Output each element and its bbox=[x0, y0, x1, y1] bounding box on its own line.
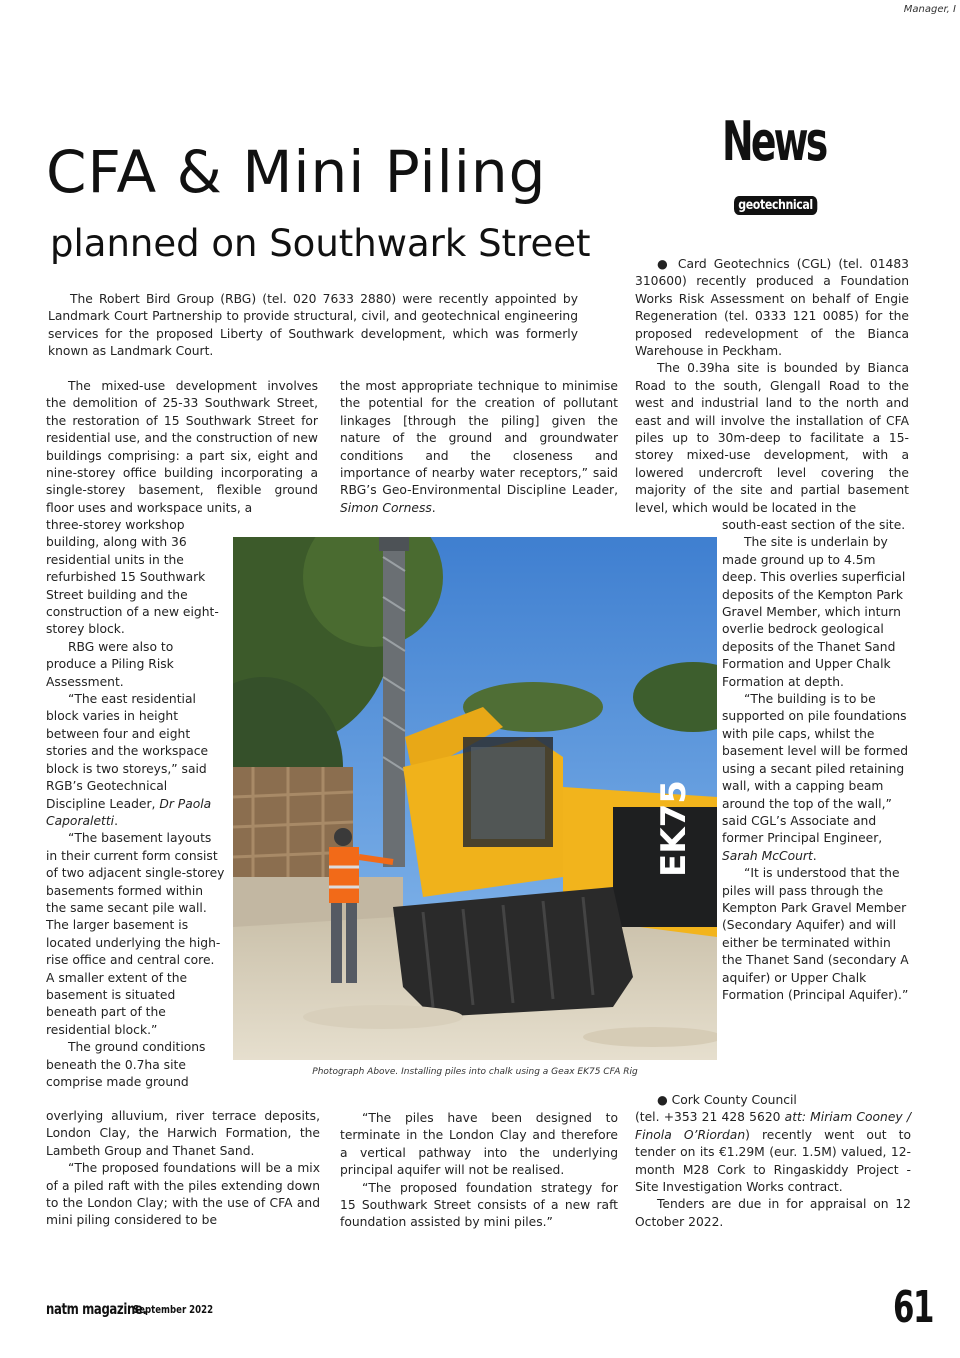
col1-bottom-para-1: overlying alluvium, river terrace deposits, London Clay, the Harwich Formation, the Lambeth Group and Thanet Sand. bbox=[46, 1109, 320, 1158]
cork-tenders: Tenders are due in for appraisal on 12 October 2022. bbox=[635, 1197, 911, 1229]
col3-wrap-para-2: The site is underlain by made ground up to 4.5m deep. This overlies superficial deposits of the Kempton Park Gravel Member, which inturn overlie bedrock geological deposits of the Thanet Sand Formation and Upper Chalk Formation at depth. bbox=[722, 535, 906, 689]
cork-lead: ● Cork County Council bbox=[657, 1093, 797, 1107]
page-number: 61 bbox=[893, 1282, 934, 1333]
piling-rig-photo bbox=[233, 537, 717, 1060]
section-label: News bbox=[722, 110, 826, 173]
col3-wrap-para-1: south-east section of the site. bbox=[722, 518, 906, 532]
article-subheadline: planned on Southwark Street bbox=[50, 222, 591, 265]
col1-bottom-block bbox=[46, 1108, 320, 1230]
photo-illustration bbox=[233, 537, 717, 1060]
cork-para bbox=[635, 1109, 911, 1196]
col2-bottom-block bbox=[340, 1110, 618, 1232]
corner-header-label: Manager, I bbox=[903, 4, 956, 15]
col1-para-1: The mixed-use development involves the demolition of 25-33 Southwark Street, the restoration of 15 Southwark Street for residential use, and the construction of new buildings comprising: a part six, eight and nine-storey office building incorporating a single-storey basement, flexible ground floor uses and workspace units, a bbox=[46, 379, 318, 515]
photo-caption: Photograph Above. Installing piles into chalk using a Geax EK75 CFA Rig bbox=[312, 1067, 638, 1077]
col2-bottom-para-2: “The proposed foundation strategy for 15 Southwark Street consists of a new raft foundation assisted by mini piles.” bbox=[340, 1180, 618, 1230]
col3-cork-block bbox=[635, 1092, 911, 1231]
cork-tel: (tel. +353 21 428 5620 bbox=[635, 1110, 785, 1125]
col3-wrap-para-4: “It is understood that the piles will pass through the Kempton Park Gravel Member (Secondary Aquifer) and will either be terminated within the Thanet Sand (secondary A aquifer) or Upper Chalk Formation (Principal Aquifer).” bbox=[722, 866, 909, 1002]
col2-bottom-para-1: “The piles have been designed to terminate in the London Clay and therefore a vertical pathway into the underlying principal aquifer will not be realised. bbox=[340, 1111, 618, 1178]
intro-paragraph bbox=[48, 291, 578, 361]
cork-contacts: att: Miriam Cooney / Finola O’Riordan bbox=[635, 1110, 911, 1142]
footer-magazine-name: natm magazine. bbox=[46, 1300, 147, 1318]
col1-wrap-para-1: three-storey workshop building, along with 36 residential units in the refurbished 15 Southwark Street building and the construction of a new eight-storey block. bbox=[46, 518, 219, 637]
col1-wrap-para-4: “The basement layouts in their current form consist of two adjacent single-storey basements formed within the same secant pile wall. The larger basement is located underlying the high-rise office and central core. A smaller extent of the basement is situated beneath part of the residential block.” bbox=[46, 831, 225, 1037]
col3-quote-text: “The building is to be supported on pile foundations with pile caps, whilst the basement level will be formed using a secant piled retaining wall, with a capping beam around the top of the wall,” said CGL’s Associate and former Principal Engineer, bbox=[722, 692, 909, 846]
col3-quote-name: Sarah McCourt bbox=[722, 848, 813, 863]
col3-wrap-para-3: “The building is to be supported on pile foundations with pile caps, whilst the basement level will be formed using a secant piled retaining wall, with a capping beam around the top of the wall,” said CGL’s Associate and former Principal Engineer, Sarah McCourt. bbox=[722, 692, 909, 863]
col1-wrap-para-5: The ground conditions beneath the 0.7ha site comprise made ground bbox=[46, 1040, 206, 1089]
col3-wrap-block bbox=[722, 517, 912, 1004]
col1-wrap-para-2: RBG were also to produce a Piling Risk Assessment. bbox=[46, 639, 174, 689]
article-headline: CFA & Mini Piling bbox=[46, 138, 547, 206]
col2-quote-name: Simon Corness bbox=[340, 500, 432, 515]
rig-model-label: EK75 bbox=[654, 780, 694, 877]
col1-quote-name: Dr Paola Caporaletti bbox=[46, 796, 212, 828]
intro-text: The Robert Bird Group (RBG) (tel. 020 7633 2880) were recently appointed by Landmark Court Partnership to provide structural, civil, and geotechnical engineering services for the proposed Liberty of Southwark development, which was formerly known as Landmark Court. bbox=[48, 292, 578, 359]
col2-para-1: the most appropriate technique to minimise the potential for the creation of pollutant linkages [through the piling] given the nature of the ground and groundwater conditions and the closeness and importance of nearby water receptors,” said RBG’s Geo-Environmental Discipline Leader, Simon Corness. bbox=[340, 379, 618, 515]
col1-top-block bbox=[46, 378, 318, 517]
col2-top-block bbox=[340, 378, 618, 517]
col1-wrap-block bbox=[46, 517, 226, 1091]
footer-date: September 2022 bbox=[133, 1303, 214, 1316]
col1-bottom-para-2: “The proposed foundations will be a mix of a piled raft with the piles extending down to the London Clay; with the use of CFA and mini piling considered to be bbox=[46, 1161, 320, 1228]
col3-para-1: ● Card Geotechnics (CGL) (tel. 01483 310600) recently produced a Foundation Works Risk Assessment on behalf of Engie Regeneration (tel. 0333 121 0085) for the proposed redevelopment of the Bianca Warehouse in Peckham. bbox=[635, 257, 909, 359]
section-tag-badge: geotechnical bbox=[734, 196, 817, 215]
col2-quote-text: the most appropriate technique to minimise the potential for the creation of pollutant linkages [through the piling] given the nature of the ground and groundwater conditions and the closeness and importance of nearby water receptors,” said RBG’s Geo-Environmental Discipline Leader, bbox=[340, 379, 618, 498]
cork-rest: ) recently went out to tender on its €1.29M (eur. 1.5M) valued, 12-month M28 Cork to Ringaskiddy Project - Site Investigation Works contract. bbox=[635, 1127, 912, 1195]
col1-quote-text: “The east residential block varies in height between four and eight stories and the workspace block is two storeys,” said RGB’s Geotechnical Discipline Leader, bbox=[46, 692, 209, 811]
col3-para-2: The 0.39ha site is bounded by Bianca Road to the south, Glengall Road to the west and industrial land to the north and east and will involve the installation of CFA piles up to 30m-deep to facilitate a 15-storey mixed-use development, with a lowered undercroft level covering the majority of the site and partial basement level, which would be located in the bbox=[635, 361, 909, 515]
col3-top-block bbox=[635, 256, 909, 517]
col1-wrap-para-3: “The east residential block varies in height between four and eight stories and the workspace block is two storeys,” said RGB’s Geotechnical Discipline Leader, Dr Paola Caporaletti. bbox=[46, 692, 212, 828]
